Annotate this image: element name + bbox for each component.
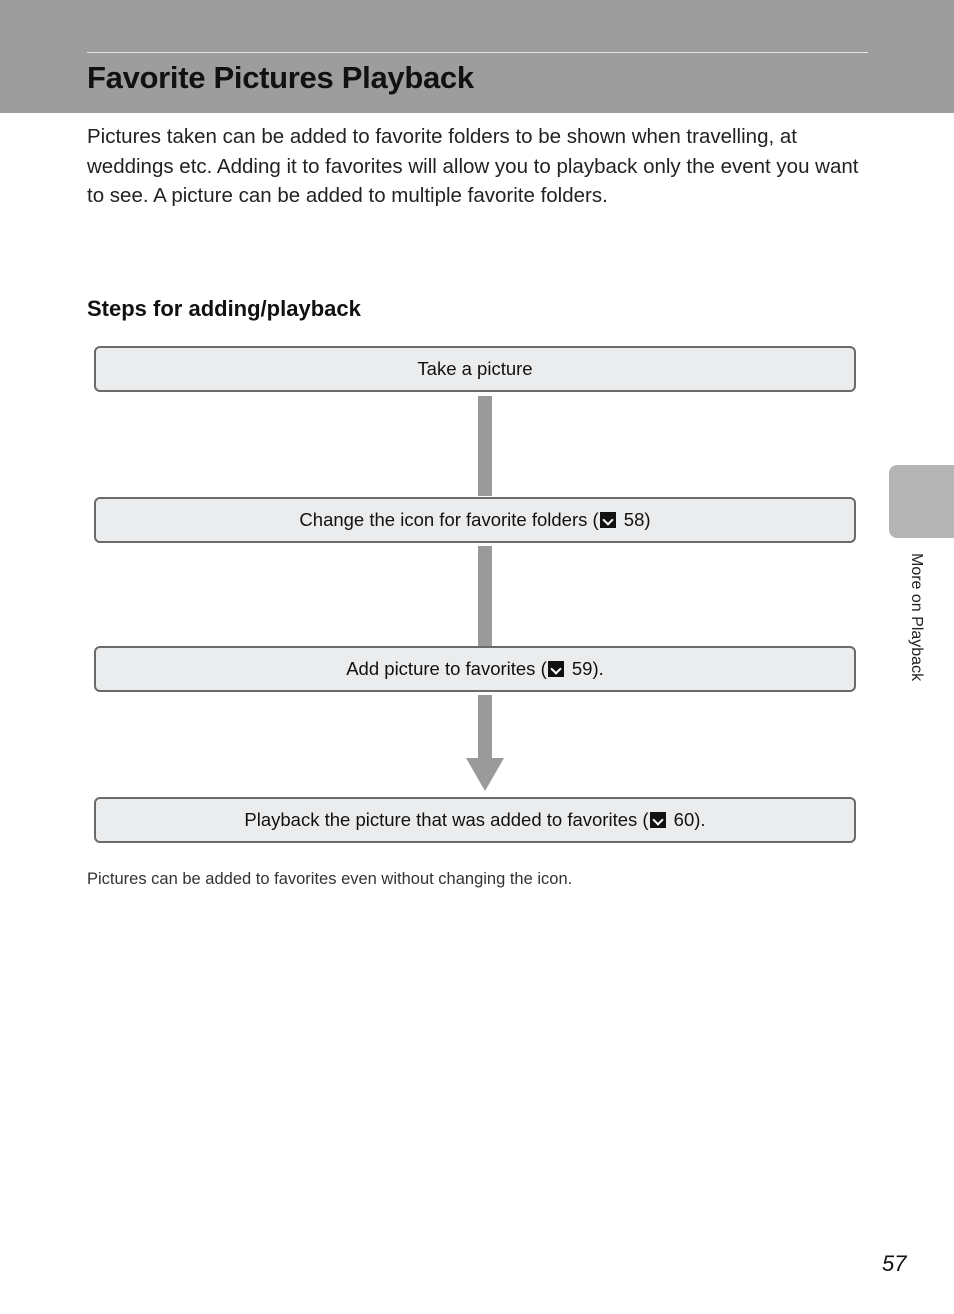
header-band <box>0 0 954 113</box>
step-label: Change the icon for favorite folders ( <box>299 509 599 530</box>
footnote: Pictures can be added to favorites even without changing the icon. <box>87 870 573 888</box>
flow-arrow-head <box>466 758 504 791</box>
page-reference-icon <box>600 512 616 528</box>
page-reference-icon <box>650 812 666 828</box>
flow-connector-1 <box>478 396 492 496</box>
step-add-to-favorites <box>94 646 856 692</box>
page-reference-icon <box>548 661 564 677</box>
step-ref-close: ). <box>694 809 706 830</box>
section-heading: Steps for adding/playback <box>87 296 361 321</box>
page-number: 57 <box>882 1251 907 1276</box>
step-label: Take a picture <box>417 358 533 379</box>
intro-paragraph: Pictures taken can be added to favorite folders to be shown when travelling, at weddings etc. Adding it to favorites will allow you to playback only the event you want to see. A picture can be added to multiple favorite folders. <box>87 125 859 207</box>
step-ref-close: ) <box>644 509 651 530</box>
step-playback-favorites <box>94 797 856 843</box>
step-take-picture <box>94 346 856 392</box>
flow-connector-2 <box>478 546 492 646</box>
step-ref-page: 60 <box>668 809 695 830</box>
step-label: Playback the picture that was added to favorites ( <box>244 809 649 830</box>
side-tab <box>889 465 954 538</box>
step-ref-page: 59 <box>566 658 593 679</box>
step-ref-page: 58 <box>618 509 645 530</box>
step-ref-close: ). <box>592 658 604 679</box>
step-label: Add picture to favorites ( <box>346 658 547 679</box>
page-title: Favorite Pictures Playback <box>87 60 474 95</box>
side-tab-label: More on Playback <box>908 553 925 682</box>
flow-connector-3 <box>478 695 492 759</box>
step-change-icon <box>94 497 856 543</box>
header-rule <box>87 52 868 53</box>
